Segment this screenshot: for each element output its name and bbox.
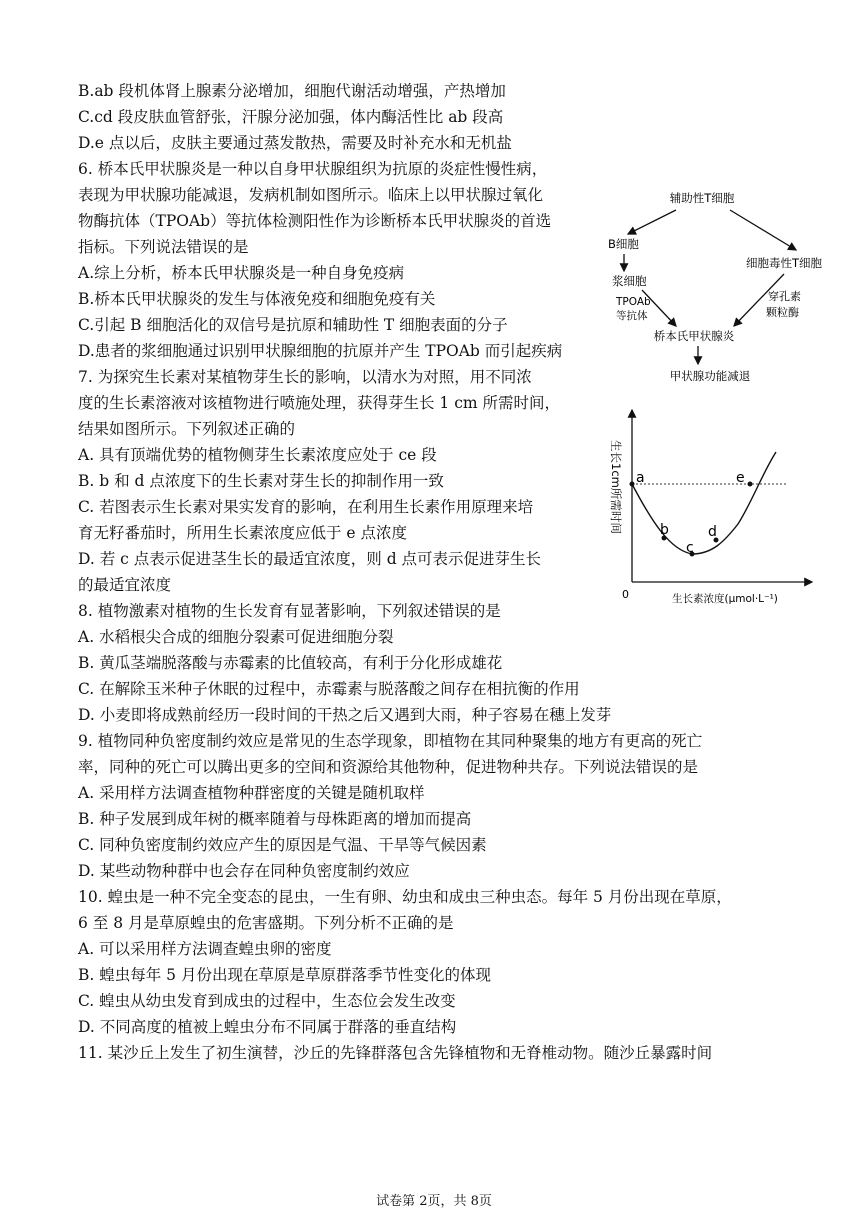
line: A. 可以采用样方法调查蝗虫卵的密度: [78, 940, 332, 958]
cytotoxic-t-label: 细胞毒性T细胞: [746, 256, 823, 270]
x-axis-label: 生长素浓度(μmol·L⁻¹): [672, 593, 778, 605]
tpoab-label-2: 等抗体: [616, 310, 648, 322]
line: 10. 蝗虫是一种不完全变态的昆虫，一生有卵、幼虫和成虫三种虫态。每年 5 月份出现在草原，: [78, 888, 732, 906]
line: A. 采用样方法调查植物种群密度的关键是随机取样: [78, 784, 425, 802]
line: B. 种子发展到成年树的概率随着与母株距离的增加而提高: [78, 810, 472, 828]
line: 11. 某沙丘上发生了初生演替，沙丘的先锋群落包含先锋植物和无脊椎动物。随沙丘暴露时间: [78, 1044, 713, 1062]
arrow: [730, 210, 796, 250]
point-a-label: a: [636, 470, 645, 486]
line: 指标。下列说法错误的是: [78, 238, 249, 256]
line: B. 蝗虫每年 5 月份出现在草原是草原群落季节性变化的体现: [78, 966, 491, 984]
line: 9. 植物同种负密度制约效应是常见的生态学现象，即植物在其同种聚集的地方有更高的死亡: [78, 732, 703, 750]
line: C. 若图表示生长素对果实发育的影响，在利用生长素作用原理来培: [78, 498, 534, 516]
line: 的最适宜浓度: [78, 576, 172, 594]
line: B. 黄瓜茎端脱落酸与赤霉素的比值较高，有利于分化形成雄花: [78, 654, 503, 672]
b-cell-label: B细胞: [608, 237, 639, 251]
line: 6. 桥本氏甲状腺炎是一种以自身甲状腺组织为抗原的炎症性慢性病，: [78, 160, 548, 178]
origin-label: 0: [622, 588, 629, 601]
line: A. 水稻根尖合成的细胞分裂素可促进细胞分裂: [78, 628, 394, 646]
plasma-cell-label: 浆细胞: [612, 274, 647, 288]
disease-label: 桥本氏甲状腺炎: [653, 329, 735, 343]
line: 8. 植物激素对植物的生长发育有显著影响，下列叙述错误的是: [78, 602, 501, 620]
line: B. b 和 d 点浓度下的生长素对芽生长的抑制作用一致: [78, 472, 444, 490]
line: C.引起 B 细胞活化的双信号是抗原和辅助性 T 细胞表面的分子: [78, 316, 508, 334]
point-e: [748, 482, 753, 487]
point-c-label: c: [686, 540, 694, 556]
line: D. 小麦即将成熟前经历一段时间的干热之后又遇到大雨，种子容易在穗上发芽: [78, 706, 612, 724]
line: C. 同种负密度制约效应产生的原因是气温、干旱等气候因素: [78, 836, 487, 854]
line: D. 某些动物种群中也会存在同种负密度制约效应: [78, 862, 410, 880]
line: D. 若 c 点表示促进茎生长的最适宜浓度，则 d 点可表示促进芽生长: [78, 550, 542, 568]
page-footer: 试卷第 2页，共 8页: [376, 1194, 492, 1209]
curve: [632, 452, 776, 554]
line: 6 至 8 月是草原蝗虫的危害盛期。下列分析不正确的是: [78, 914, 454, 932]
line: D.患者的浆细胞通过识别甲状腺细胞的抗原并产生 TPOAb 而引起疾病: [78, 342, 563, 360]
point-d-label: d: [708, 524, 717, 540]
auxin-graph: [600, 402, 820, 642]
perforin-label-2: 颗粒酶: [766, 306, 799, 319]
line: D. 不同高度的植被上蝗虫分布不同属于群落的垂直结构: [78, 1018, 457, 1036]
line: C. 在解除玉米种子休眠的过程中，赤霉素与脱落酸之间存在相抗衡的作用: [78, 680, 580, 698]
mechanism-diagram: [606, 188, 832, 388]
line: 率，同种的死亡可以腾出更多的空间和资源给其他物种，促进物种共存。下列说法错误的是: [78, 758, 699, 776]
line: 度的生长素溶液对该植物进行喷施处理，获得芽生长 1 cm 所需时间，: [78, 394, 561, 412]
line: C. 蝗虫从幼虫发育到成虫的过程中，生态位会发生改变: [78, 992, 456, 1010]
y-axis-label: 生长1cm所需时间: [609, 440, 623, 534]
line: C.cd 段皮肤血管舒张，汗腺分泌加强，体内酶活性比 ab 段高: [78, 108, 504, 126]
point-e-label: e: [736, 470, 745, 486]
line: 物酶抗体（TPOAb）等抗体检测阳性作为诊断桥本氏甲状腺炎的首选: [78, 212, 552, 230]
point-b-label: b: [660, 522, 669, 538]
helper-t-label: 辅助性T细胞: [669, 191, 735, 205]
line: D.e 点以后，皮肤主要通过蒸发散热，需要及时补充水和无机盐: [78, 134, 512, 152]
line: B.ab 段机体肾上腺素分泌增加，细胞代谢活动增强，产热增加: [78, 82, 506, 100]
line: A.综上分析，桥本氏甲状腺炎是一种自身免疫病: [78, 264, 405, 282]
line: 育无籽番茄时，所用生长素浓度应低于 e 点浓度: [78, 524, 408, 542]
line: 结果如图所示。下列叙述正确的: [78, 420, 296, 438]
line: A. 具有顶端优势的植物侧芽生长素浓度应处于 ce 段: [78, 446, 437, 464]
arrow: [628, 210, 676, 234]
line: 表现为甲状腺功能减退，发病机制如图所示。临床上以甲状腺过氧化: [78, 186, 544, 204]
point-a: [630, 482, 635, 487]
line: 7. 为探究生长素对某植物芽生长的影响，以清水为对照，用不同浓: [78, 368, 532, 386]
perforin-label: 穿孔素: [768, 290, 801, 303]
line: B.桥本氏甲状腺炎的发生与体液免疫和细胞免疫有关: [78, 290, 436, 308]
tpoab-label: TPOAb: [616, 296, 651, 308]
outcome-label: 甲状腺功能减退: [669, 369, 751, 383]
